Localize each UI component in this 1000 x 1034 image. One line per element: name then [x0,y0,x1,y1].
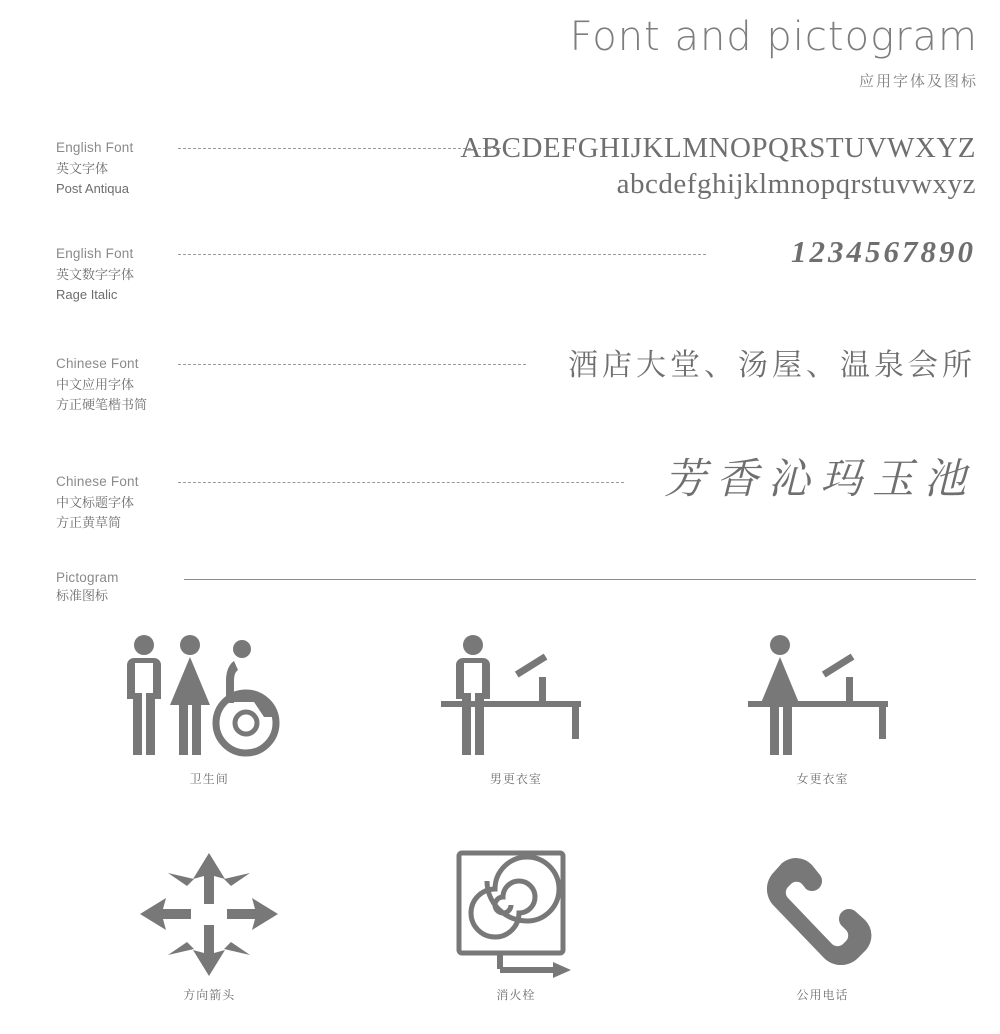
pictogram-item [669,628,976,816]
pictogram-label-cn: 标准图标 [56,588,109,603]
pictogram-item [363,628,670,816]
public-telephone-icon [748,844,898,984]
pictogram-grid [56,628,976,1032]
font-sample-block [791,234,976,270]
pictogram-caption: 消火栓 [496,988,536,1002]
pictogram-item [56,628,363,816]
four-direction-arrows-icon [134,844,284,984]
font-row-font-name: Rage Italic [56,287,118,303]
page-title: Font and pictogram [569,14,978,60]
womens-locker-room-icon [728,628,918,768]
font-sample-block [568,340,976,384]
font-row-label-en: English Font [56,246,134,261]
font-row-chinese-title [56,454,976,568]
font-row-label-cn: 英文数字字体 [56,266,135,282]
mens-locker-room-icon [421,628,611,768]
font-sample-block [664,446,976,506]
pictogram-caption: 女更衣室 [796,772,849,786]
pictogram-item [363,844,670,1032]
pictogram-rule [184,579,976,580]
dashed-leader-line [178,254,706,255]
font-row-label-en: Chinese Font [56,474,139,489]
font-row-font-name: 方正硬笔楷书简 [56,397,148,413]
font-specimen-list [56,132,976,584]
font-row-font-name: Post Antiqua [56,181,129,197]
font-row-label-cn: 英文字体 [56,160,109,176]
restroom-icon [114,628,304,768]
font-sample-chinese-body: 酒店大堂、汤屋、温泉会所 [568,348,976,383]
page-subtitle: 应用字体及图标 [858,73,978,90]
font-row-english-rage-italic [56,234,976,330]
font-row-label-en: English Font [56,140,134,155]
font-sample-block [460,130,976,203]
font-sample-chinese-title: 芳香沁玛玉池 [663,454,976,503]
font-row-chinese-body [56,348,976,446]
font-sample-numerals: 1234567890 [791,234,976,269]
dashed-leader-line [178,482,624,483]
font-sample-uppercase: ABCDEFGHIJKLMNOPQRSTUVWXYZ [460,132,976,164]
pictogram-caption: 方向箭头 [183,988,236,1002]
pictogram-label-en: Pictogram [56,570,119,585]
font-row-label-cn: 中文标题字体 [56,494,135,510]
pictogram-item [56,844,363,1032]
font-row-english-post-antiqua [56,132,976,222]
pictogram-section-header [56,570,976,604]
font-sample-lowercase: abcdefghijklmnopqrstuvwxyz [616,168,976,201]
pictogram-caption: 男更衣室 [489,772,542,786]
font-row-label-cn: 中文应用字体 [56,376,135,392]
pictogram-caption: 卫生间 [189,772,229,786]
page-header [338,0,978,91]
pictogram-caption: 公用电话 [796,988,849,1002]
fire-hydrant-hose-icon [441,844,591,984]
pictogram-item [669,844,976,1032]
font-row-label-en: Chinese Font [56,356,139,371]
font-row-font-name: 方正黄草简 [56,515,122,531]
dashed-leader-line [178,364,526,365]
